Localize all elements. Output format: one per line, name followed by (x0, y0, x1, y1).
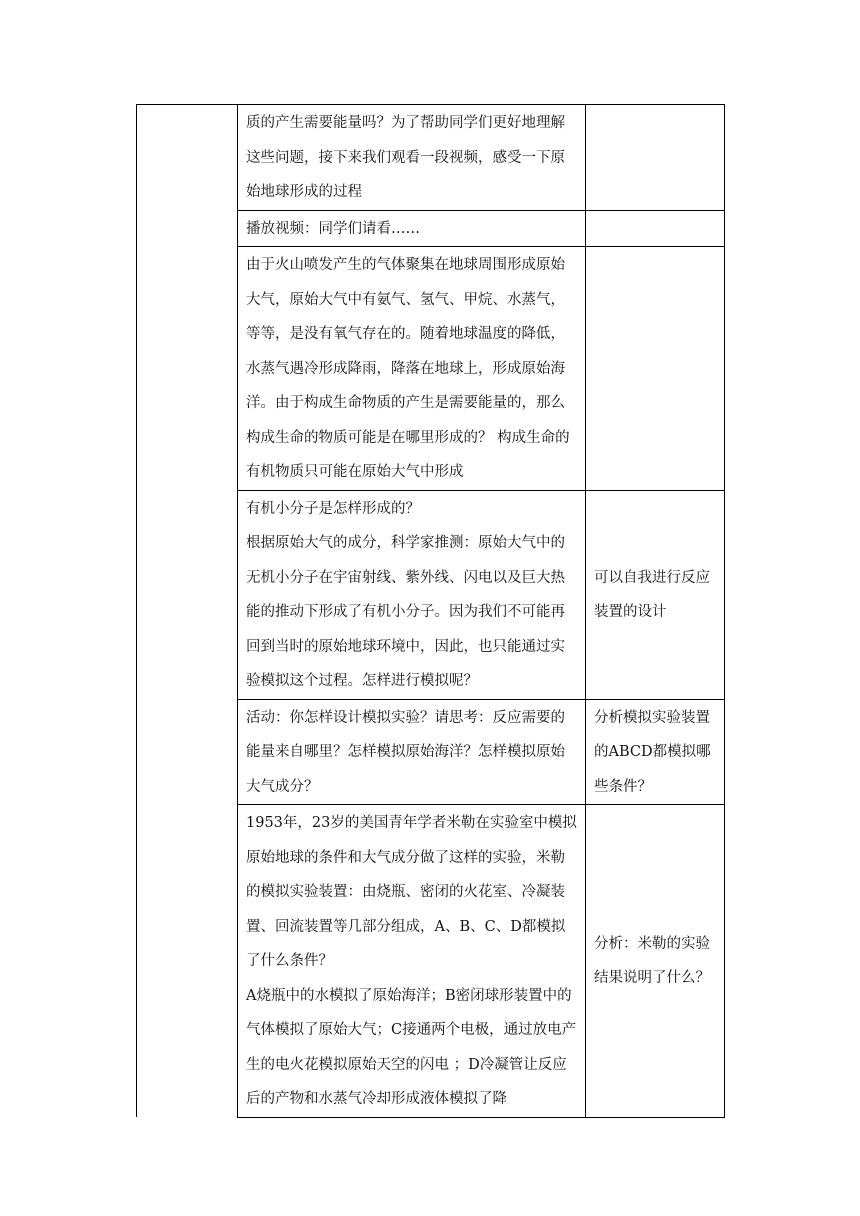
table-row (137, 105, 725, 211)
teacher-activity-cell (238, 247, 586, 491)
student-activity-cell (586, 247, 725, 491)
stage-column-cell (137, 105, 238, 1118)
student-activity-cell (586, 805, 725, 1118)
teacher-text: A烧瓶中的水模拟了原始海洋；B密闭球形装置中的气体模拟了原始大气；C接通两个电极，通过放电产生的电火花模拟原始天空的闪电 ；D冷凝管让反应后的产物和水蒸气冷却形成液体模拟了降 (246, 987, 577, 1107)
student-text: 分析模拟实验装置的ABCD都模拟哪些条件？ (594, 709, 711, 795)
teacher-activity-cell (238, 105, 586, 211)
student-text: 分析：米勒的实验结果说明了什么？ (594, 935, 710, 987)
student-activity-cell (586, 699, 725, 805)
teacher-text: 1953年，23岁的美国青年学者米勒在实验室中模拟原始地球的条件和大气成分做了这样的实验，米勒的模拟实验装置：由烧瓶、密闭的火花室、冷凝装置、回流装置等几部分组成，A、B、C、D都模拟了什么条件？ (246, 815, 577, 969)
student-text: 可以自我进行反应装置的设计 (594, 569, 710, 620)
teacher-activity-cell (238, 210, 586, 247)
teacher-activity-cell (238, 805, 586, 1118)
teacher-text: 由于火山喷发产生的气体聚集在地球周围形成原始大气，原始大气中有氨气、氢气、甲烷、水蒸气，等等，是没有氧气存在的。随着地球温度的降低，水蒸气遇冷形成降雨，降落在地球上，形成原始海洋。由于构成生命物质的产生是需要能量的，那么构成生命的物质可能是在哪里形成的？ 构成生命的有机物质只可能在原始大气中形成 (246, 257, 570, 480)
teacher-text: 质的产生需要能量吗？为了帮助同学们更好地理解这些问题，接下来我们观看一段视频，感受一下原始地球形成的过程 (246, 115, 565, 200)
student-activity-cell (586, 490, 725, 699)
teacher-activity-cell (238, 490, 586, 699)
teacher-text: 播放视频：同学们请看…… (246, 220, 420, 237)
lesson-plan-table (136, 104, 725, 1118)
student-activity-cell (586, 105, 725, 211)
teacher-text: 有机小分子是怎样形成的？ (246, 500, 420, 517)
teacher-text: 活动：你怎样设计模拟实验？请思考：反应需要的能量来自哪里？怎样模拟原始海洋？怎样模拟原始大气成分？ (246, 709, 565, 795)
teacher-activity-cell (238, 699, 586, 805)
teacher-text: 根据原始大气的成分，科学家推测：原始大气中的无机小分子在宇宙射线、紫外线、闪电以及巨大热能的推动下形成了有机小分子。因为我们不可能再回到当时的原始地球环境中，因此，也只能通过实验模拟这个过程。怎样进行模拟呢？ (246, 535, 565, 689)
student-activity-cell (586, 210, 725, 247)
